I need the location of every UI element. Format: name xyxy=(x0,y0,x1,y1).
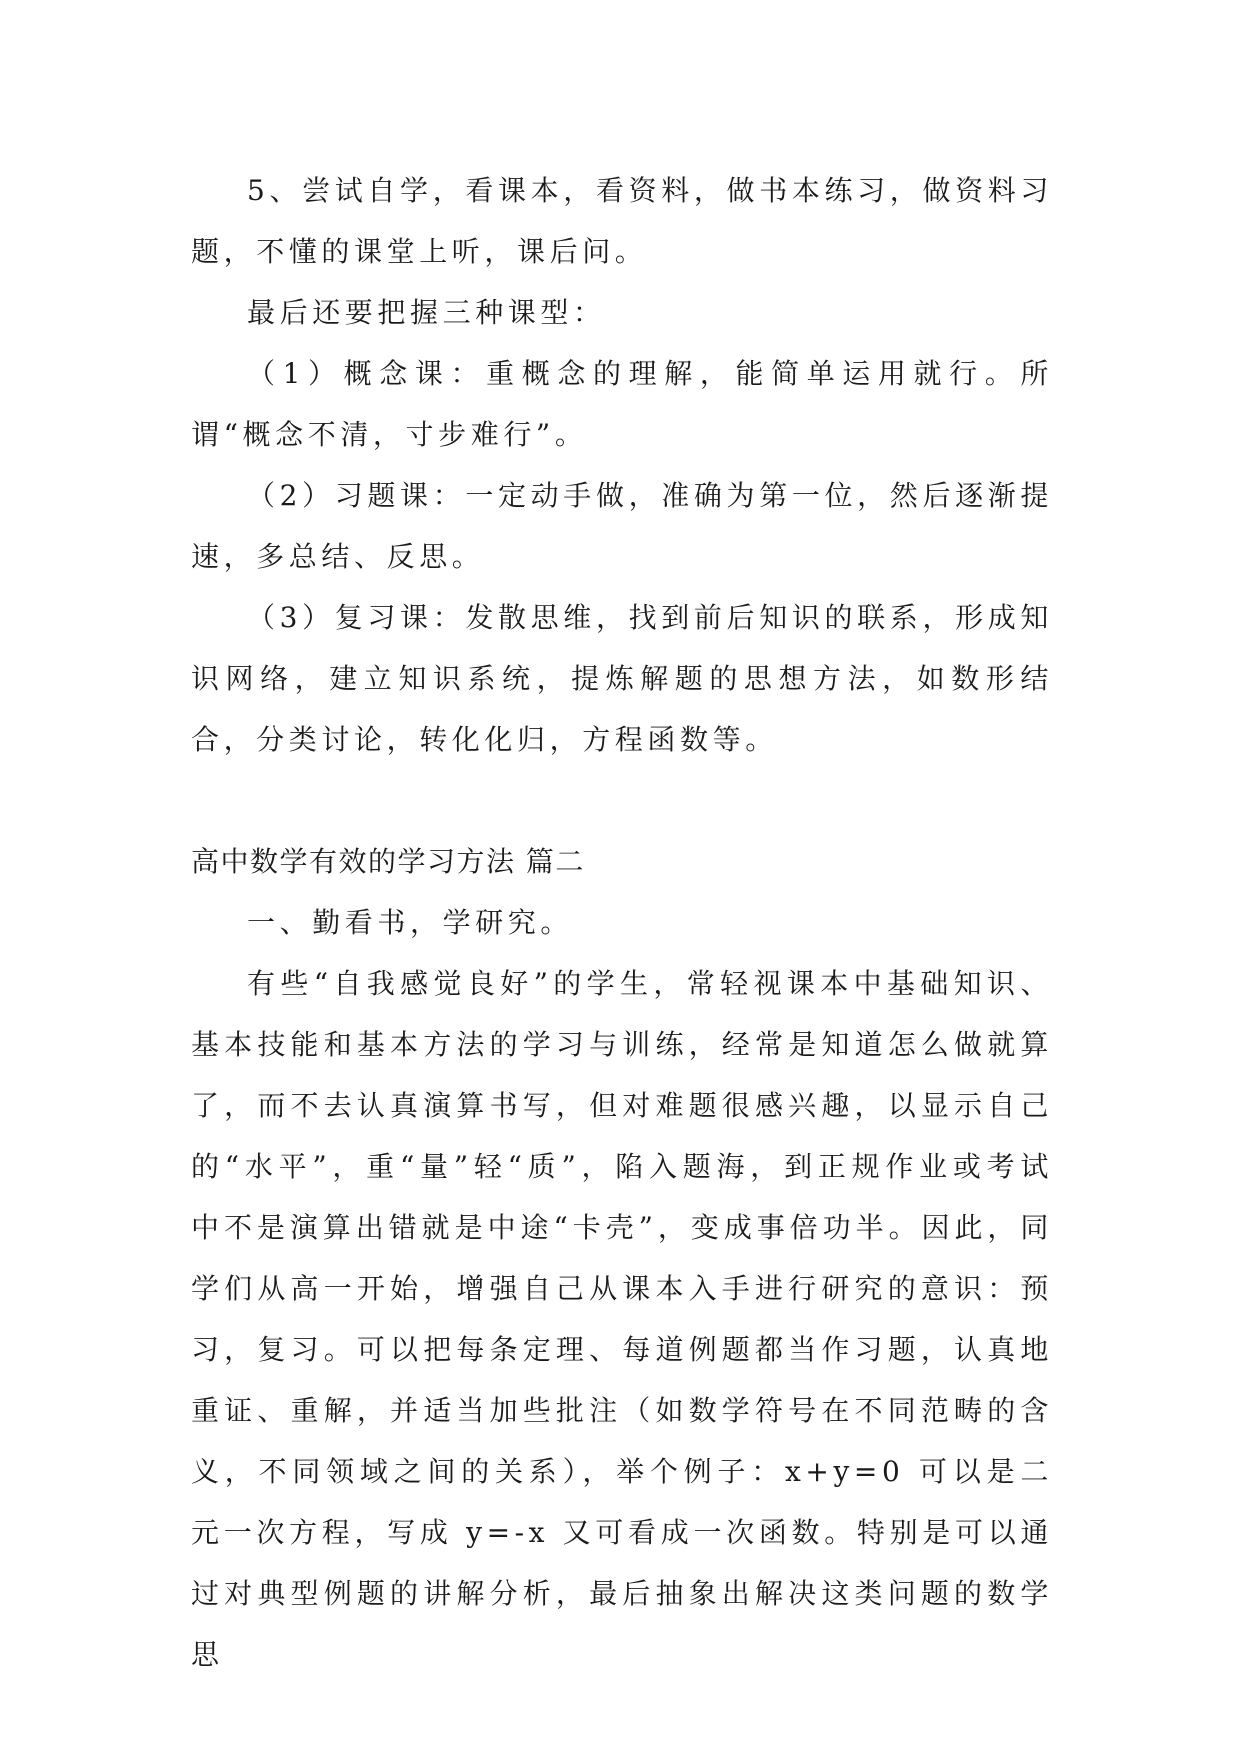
paragraph-heading-read-books: 一、勤看书，学研究。 xyxy=(247,906,574,939)
paragraph-three-lesson-types: 最后还要把握三种课型： xyxy=(247,296,606,329)
section-spacer xyxy=(191,770,1053,831)
section-title: 高中数学有效的学习方法 篇二 xyxy=(191,845,585,878)
paragraph-study-textbook: 有些“自我感觉良好”的学生，常轻视课本中基础知识、基本技能和基本方法的学习与训练，经常是知道怎么做就算了，而不去认真演算书写，但对难题很感兴趣，以显示自己的“水平”，重“量”轻“质”，陷入题海，到正规作业或考试中不是演算出错就是中途“卡壳”，变成事倍功半。因此，同学们从高一开始，增强自己从课本入手进行研究的意识：预习，复习。可以把每条定理、每道例题都当作习题，认真地重证、重解，并适当加些批注（如数学符号在不同范畴的含义，不同领域之间的关系），举个例子：x+y=0 可以是二元一次方程，写成 y=-x 又可看成一次函数。特别是可以通过对典型例题的讲解分析，最后抽象出解决这类问题的数学思 xyxy=(191,967,1053,1671)
paragraph-self-study: 5、尝试自学，看课本，看资料，做书本练习，做资料习题，不懂的课堂上听，课后问。 xyxy=(191,174,1053,268)
paragraph-exercise-lesson: （2）习题课：一定动手做，准确为第一位，然后逐渐提速，多总结、反思。 xyxy=(191,479,1053,573)
paragraph-review-lesson: （3）复习课：发散思维，找到前后知识的联系，形成知识网络，建立知识系统，提炼解题的思想方法，如数形结合，分类讨论，转化化归，方程函数等。 xyxy=(191,601,1053,756)
paragraph-concept-lesson: （1）概念课：重概念的理解，能简单运用就行。所谓“概念不清，寸步难行”。 xyxy=(191,357,1053,451)
document-body xyxy=(191,160,1053,1685)
